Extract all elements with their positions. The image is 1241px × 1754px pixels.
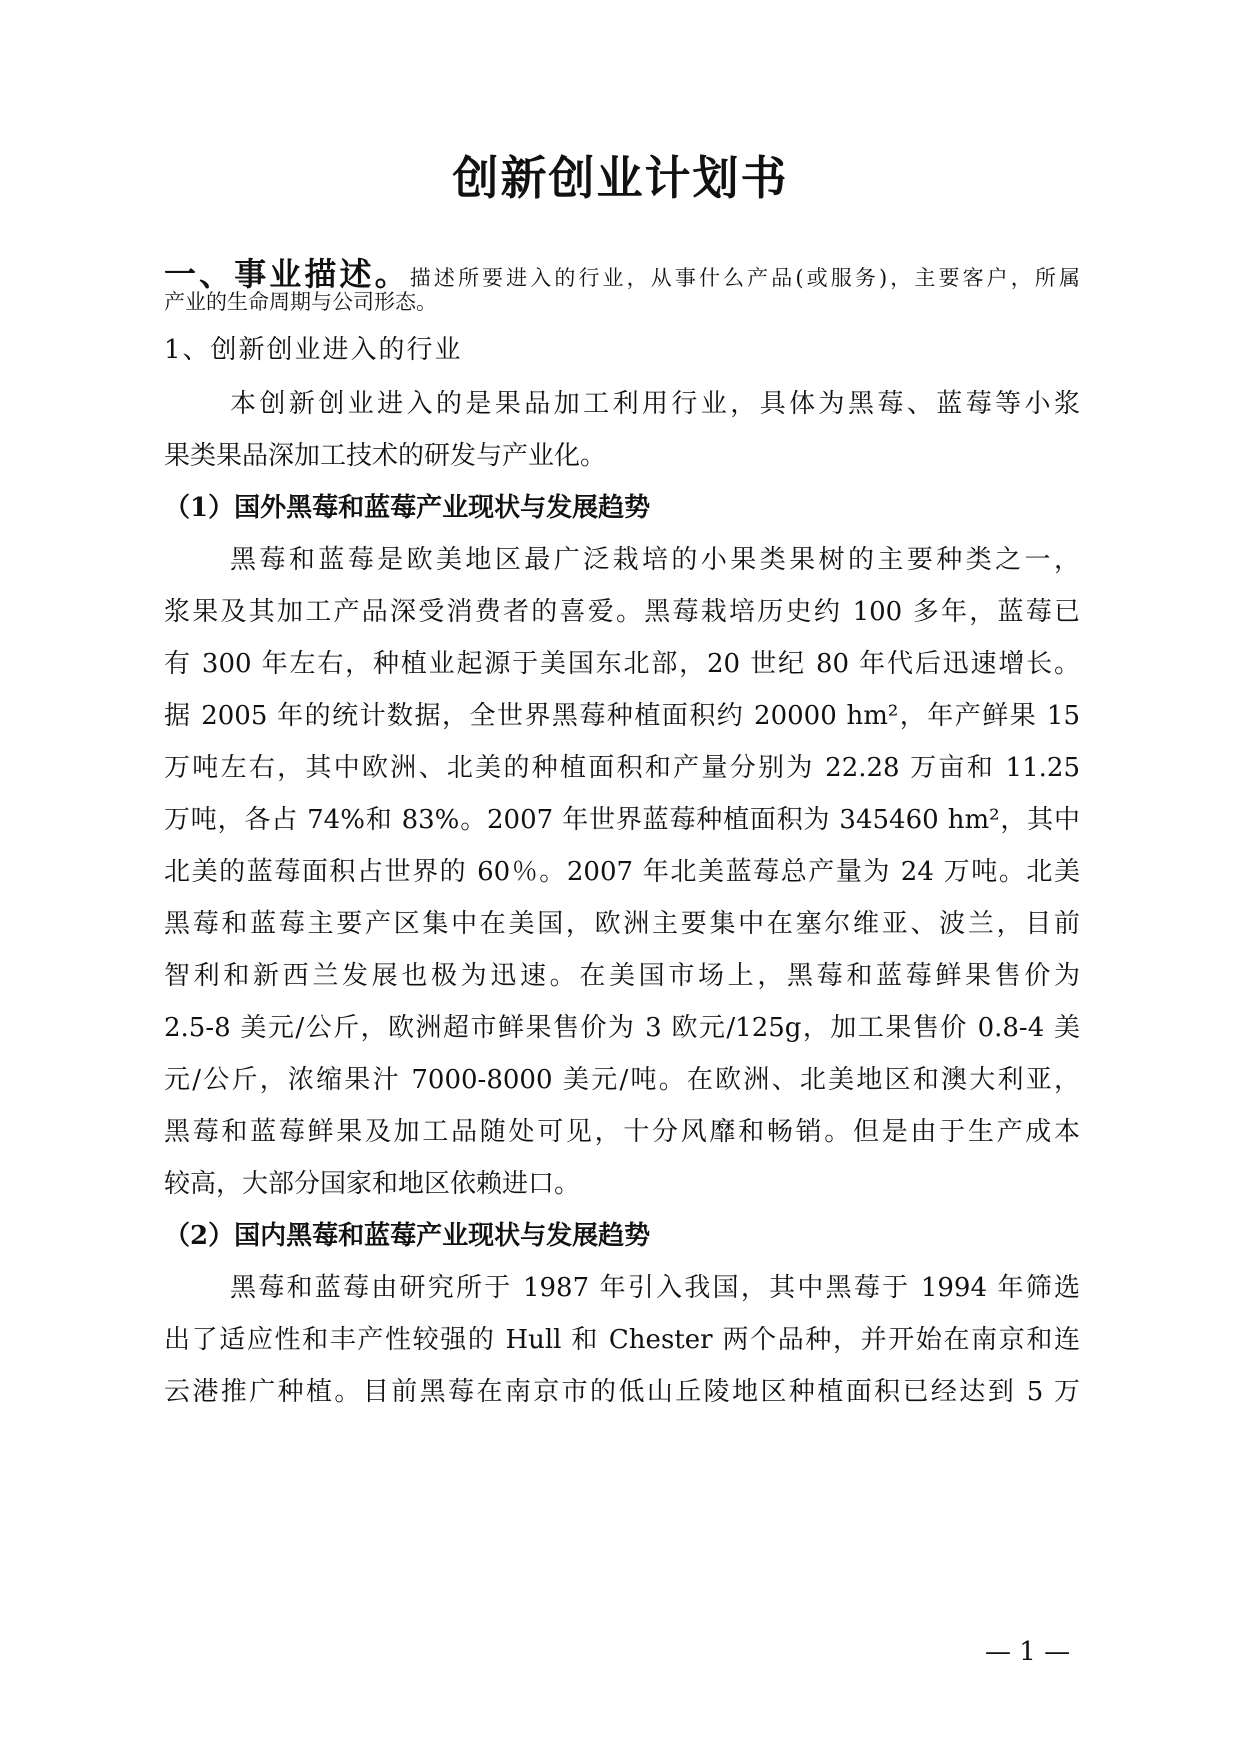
paragraph-line: 浆果及其加工产品深受消费者的喜爱。黑莓栽培历史约 100 多年，蓝莓已	[164, 597, 1080, 627]
paragraph-line: 本创新创业进入的是果品加工利用行业，具体为黑莓、蓝莓等小浆	[230, 389, 1080, 419]
paragraph-line: 较高，大部分国家和地区依赖进口。	[164, 1169, 581, 1199]
document-title: 创新创业计划书	[452, 151, 789, 205]
subsection-heading: 1、创新创业进入的行业	[164, 335, 463, 365]
section-description-cont: 产业的生命周期与公司形态。	[164, 290, 437, 314]
paragraph-line: 黑莓和蓝莓主要产区集中在美国，欧洲主要集中在塞尔维亚、波兰，目前	[164, 909, 1080, 939]
paragraph-line: 2.5-8 美元/公斤，欧洲超市鲜果售价为 3 欧元/125g，加工果售价 0.8-4 美	[164, 1013, 1080, 1043]
paragraph-line: 元/公斤，浓缩果汁 7000-8000 美元/吨。在欧洲、北美地区和澳大利亚，	[164, 1065, 1080, 1095]
paragraph-line: 果类果品深加工技术的研发与产业化。	[164, 441, 607, 471]
section-heading: 一、事业描述。	[164, 255, 410, 293]
paragraph-line: 云港推广种植。目前黑莓在南京市的低山丘陵地区种植面积已经达到 5 万	[164, 1377, 1080, 1407]
part-heading: （2）国内黑莓和蓝莓产业现状与发展趋势	[164, 1221, 651, 1251]
paragraph-line: 万吨，各占 74%和 83%。2007 年世界蓝莓种植面积为 345460 hm²，其中	[164, 805, 1080, 835]
paragraph-line: 黑莓和蓝莓是欧美地区最广泛栽培的小果类果树的主要种类之一，	[230, 545, 1080, 575]
paragraph-line: 智利和新西兰发展也极为迅速。在美国市场上，黑莓和蓝莓鲜果售价为	[164, 961, 1080, 991]
paragraph-line: 北美的蓝莓面积占世界的 60％。2007 年北美蓝莓总产量为 24 万吨。北美	[164, 857, 1080, 887]
paragraph-line: 据 2005 年的统计数据，全世界黑莓种植面积约 20000 hm²，年产鲜果 15	[164, 701, 1080, 731]
paragraph-line: 黑莓和蓝莓由研究所于 1987 年引入我国，其中黑莓于 1994 年筛选	[230, 1273, 1080, 1303]
paragraph-line: 有 300 年左右，种植业起源于美国东北部，20 世纪 80 年代后迅速增长。	[164, 649, 1080, 679]
section-description: 描述所要进入的行业，从事什么产品(或服务)，主要客户，所属	[409, 266, 1080, 290]
page-number: — 1 —	[985, 1637, 1071, 1667]
paragraph-line: 万吨左右，其中欧洲、北美的种植面积和产量分别为 22.28 万亩和 11.25	[164, 753, 1080, 783]
paragraph-line: 黑莓和蓝莓鲜果及加工品随处可见，十分风靡和畅销。但是由于生产成本	[164, 1117, 1080, 1147]
paragraph-line: 出了适应性和丰产性较强的 Hull 和 Chester 两个品种，并开始在南京和连	[164, 1325, 1080, 1355]
part-heading: （1）国外黑莓和蓝莓产业现状与发展趋势	[164, 493, 651, 523]
